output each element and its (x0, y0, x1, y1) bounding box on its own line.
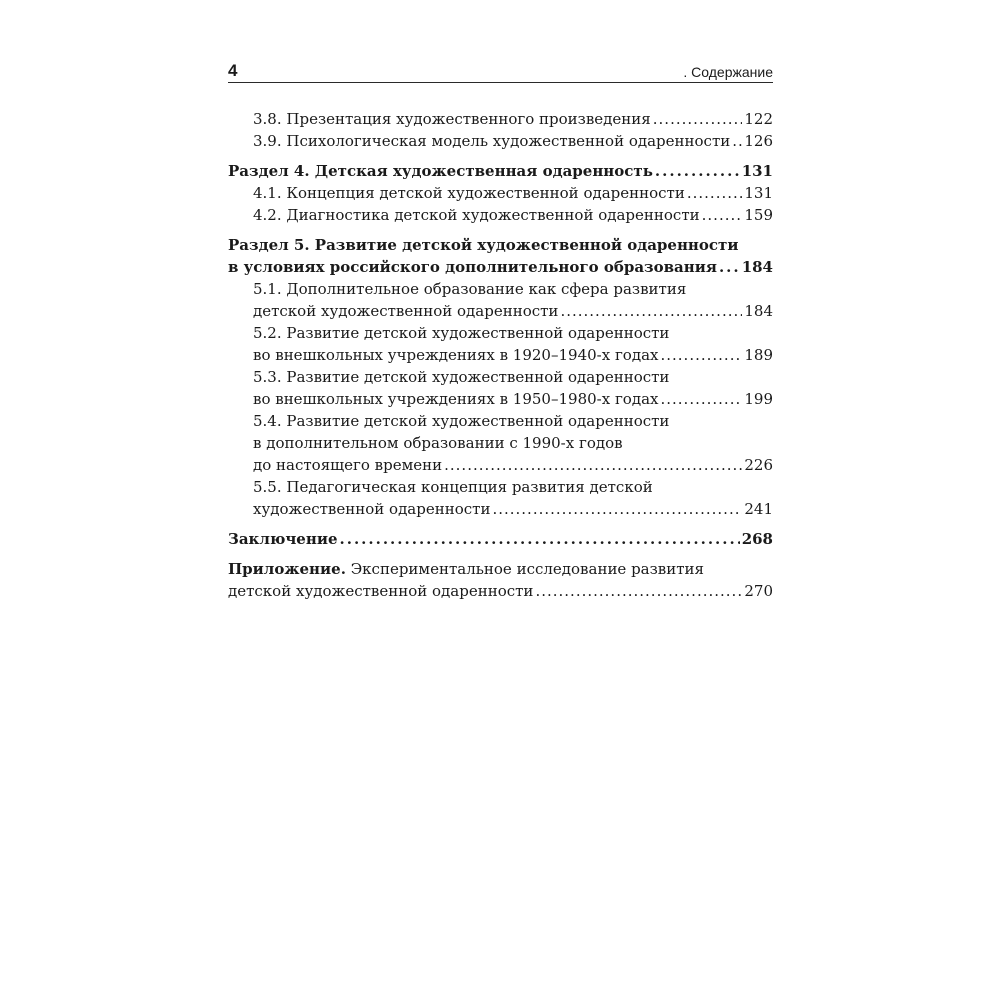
toc-entry-5-1 (228, 278, 773, 322)
toc-entry-title-line-1: 5.2. Развитие детской художественной одаренности (253, 324, 670, 342)
toc-entry-5-5 (228, 476, 773, 520)
dot-leader (653, 108, 743, 130)
toc-entry-5-2 (228, 322, 773, 366)
toc-entry-title-line-1: 5.5. Педагогическая концепция развития детской (253, 478, 653, 496)
toc-section-title-line-1: Раздел 5. Развитие детской художественной одаренности (228, 236, 739, 254)
toc-page-number: 189 (744, 346, 773, 364)
toc-section-title-line-2: в условиях российского дополнительного образования (228, 258, 717, 276)
toc-page-number: 268 (741, 530, 773, 548)
toc-section-4 (228, 160, 773, 182)
toc-entry-title: 3.9. Психологическая модель художественной одаренности (253, 132, 731, 150)
toc-entry-title-line-2: во внешкольных учреждениях в 1920–1940-х годах (253, 346, 659, 364)
toc-entry-title: 4.2. Диагностика детской художественной одаренности (253, 206, 700, 224)
running-head: . Содержание (683, 64, 773, 80)
dot-leader (687, 182, 743, 204)
toc-entry-5-4 (228, 410, 773, 476)
toc-page-number: 226 (744, 456, 773, 474)
toc-section-title: Раздел 4. Детская художественная одаренность (228, 162, 653, 180)
toc-conclusion (228, 528, 773, 550)
toc-entry-title-line-1: 5.3. Развитие детской художественной одаренности (253, 368, 670, 386)
toc-entry-5-3 (228, 366, 773, 410)
toc-page-number: 126 (744, 132, 773, 150)
toc-page-number: 184 (744, 302, 773, 320)
toc-page-number: 131 (741, 162, 773, 180)
toc-page-number: 131 (744, 184, 773, 202)
dot-leader (655, 160, 740, 182)
toc-entry-title: 3.8. Презентация художественного произведения (253, 110, 651, 128)
dot-leader (535, 580, 742, 602)
toc-entry-title-line-1: 5.1. Дополнительное образование как сфера развития (253, 280, 687, 298)
toc-entry-title: 4.1. Концепция детской художественной одаренности (253, 184, 685, 202)
dot-leader (340, 528, 740, 550)
dot-leader (732, 130, 742, 152)
dot-leader (660, 388, 742, 410)
table-of-contents (228, 108, 773, 602)
book-page (228, 58, 773, 602)
toc-page-number: 241 (744, 500, 773, 518)
toc-entry-title-line-1: Экспериментальное исследование развития (350, 560, 705, 578)
toc-entry-title-line-2: детской художественной одаренности (253, 302, 559, 320)
toc-entry-3-9 (228, 130, 773, 152)
toc-page-number: 199 (744, 390, 773, 408)
toc-entry-title-line-3: до настоящего времени (253, 456, 443, 474)
toc-entry-title-line-2: во внешкольных учреждениях в 1950–1980-х годах (253, 390, 659, 408)
dot-leader (444, 454, 742, 476)
toc-page-number: 159 (744, 206, 773, 224)
toc-entry-title-line-2: художественной одаренности (253, 500, 491, 518)
toc-appendix-label: Приложение. (228, 560, 346, 578)
dot-leader (560, 300, 742, 322)
dot-leader (702, 204, 743, 226)
toc-appendix (228, 558, 773, 602)
toc-page-number: 184 (741, 258, 773, 276)
toc-section-5 (228, 234, 773, 278)
dot-leader (492, 498, 742, 520)
dot-leader (719, 256, 740, 278)
toc-section-title: Заключение (228, 530, 338, 548)
toc-entry-title-line-2: в дополнительном образовании с 1990-х годов (253, 434, 623, 452)
toc-entry-title-line-1: 5.4. Развитие детской художественной одаренности (253, 412, 670, 430)
toc-page-number: 122 (744, 110, 773, 128)
page-header (228, 58, 773, 83)
toc-entry-4-1 (228, 182, 773, 204)
toc-entry-3-8 (228, 108, 773, 130)
toc-entry-title-line-2: детской художественной одаренности (228, 582, 534, 600)
dot-leader (660, 344, 742, 366)
toc-entry-4-2 (228, 204, 773, 226)
toc-page-number: 270 (744, 582, 773, 600)
page-number: 4 (228, 61, 238, 80)
